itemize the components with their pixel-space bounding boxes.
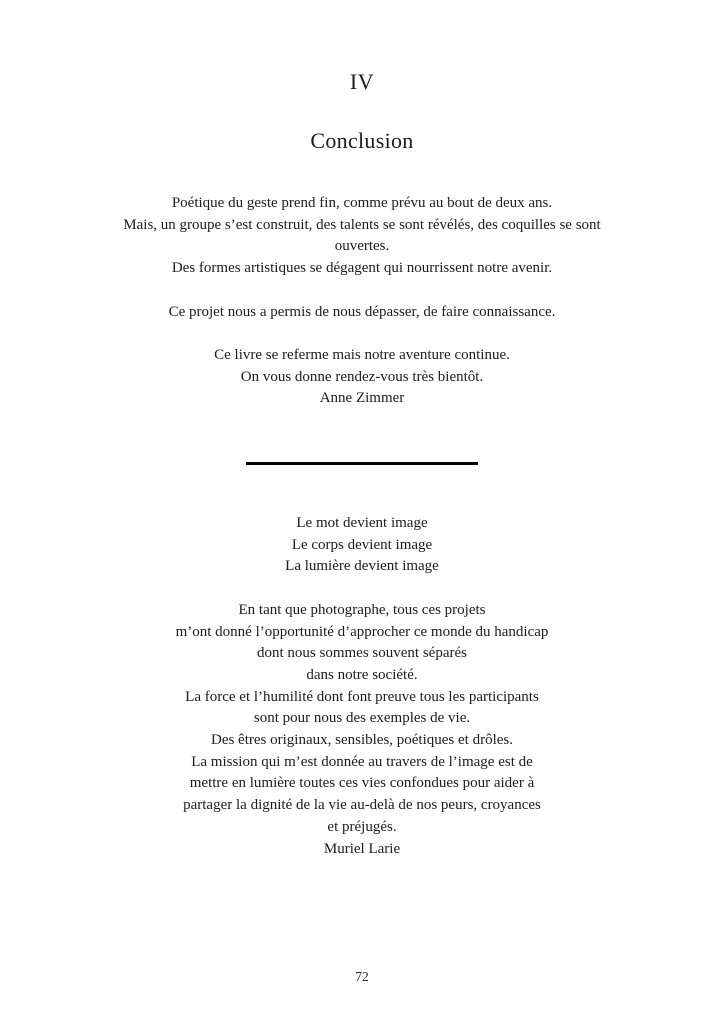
text-line: Poétique du geste prend fin, comme prévu au bout de deux ans. [171, 195, 553, 211]
text-line: et préjugés. [327, 818, 397, 835]
section-muriel-larie [52, 513, 672, 860]
text-line: sont pour nous des exemples de vie. [253, 710, 471, 727]
section-divider [246, 462, 478, 465]
text-line: La force et l’humilité dont font preuve tous les participants [185, 688, 539, 705]
text-line: Des formes artistiques se dégagent qui nourrissent notre avenir. [171, 260, 553, 277]
author-signature: Muriel Larie [323, 840, 401, 857]
author-signature: Anne Zimmer [319, 390, 405, 407]
paragraph-photographe [52, 600, 672, 860]
text-line: Mais, un groupe s’est construit, des talents se sont révélés, des coquilles se sont [123, 216, 601, 233]
stanza-devient-image [52, 513, 672, 578]
text-line: Le corps devient image [291, 536, 433, 553]
text-line: Ce projet nous a permis de nous dépasser, de faire connaissance. [168, 303, 556, 320]
text-line: ouvertes. [334, 238, 390, 255]
section-anne-zimmer [52, 193, 672, 410]
paragraph-project [52, 302, 672, 324]
chapter-number: IV [349, 69, 375, 94]
text-line: Ce livre se referme mais notre aventure continue. [214, 346, 510, 363]
page-footer [0, 969, 724, 985]
chapter-title: Conclusion [310, 128, 414, 153]
text-line: dans notre société. [306, 666, 418, 683]
text-line: La mission qui m’est donnée au travers de l’image est de [191, 753, 533, 770]
text-line: Des êtres originaux, sensibles, poétiques et drôles. [210, 732, 513, 749]
text-line: Le mot devient image [296, 515, 428, 531]
chapter-header [0, 70, 724, 153]
paragraph-closing [52, 193, 672, 280]
text-line: En tant que photographe, tous ces projets [238, 601, 486, 618]
text-line: m’ont donné l’opportunité d’approcher ce monde du handicap [175, 623, 549, 640]
text-line: On vous donne rendez-vous très bientôt. [240, 368, 484, 385]
text-line: La lumière devient image [285, 558, 439, 575]
page-number: 72 [355, 969, 369, 984]
paragraph-farewell [52, 345, 672, 410]
text-line: mettre en lumière toutes ces vies confondues pour aider à [189, 775, 535, 792]
text-line: partager la dignité de la vie au-delà de nos peurs, croyances [183, 797, 541, 814]
text-line: dont nous sommes souvent séparés [257, 645, 467, 662]
